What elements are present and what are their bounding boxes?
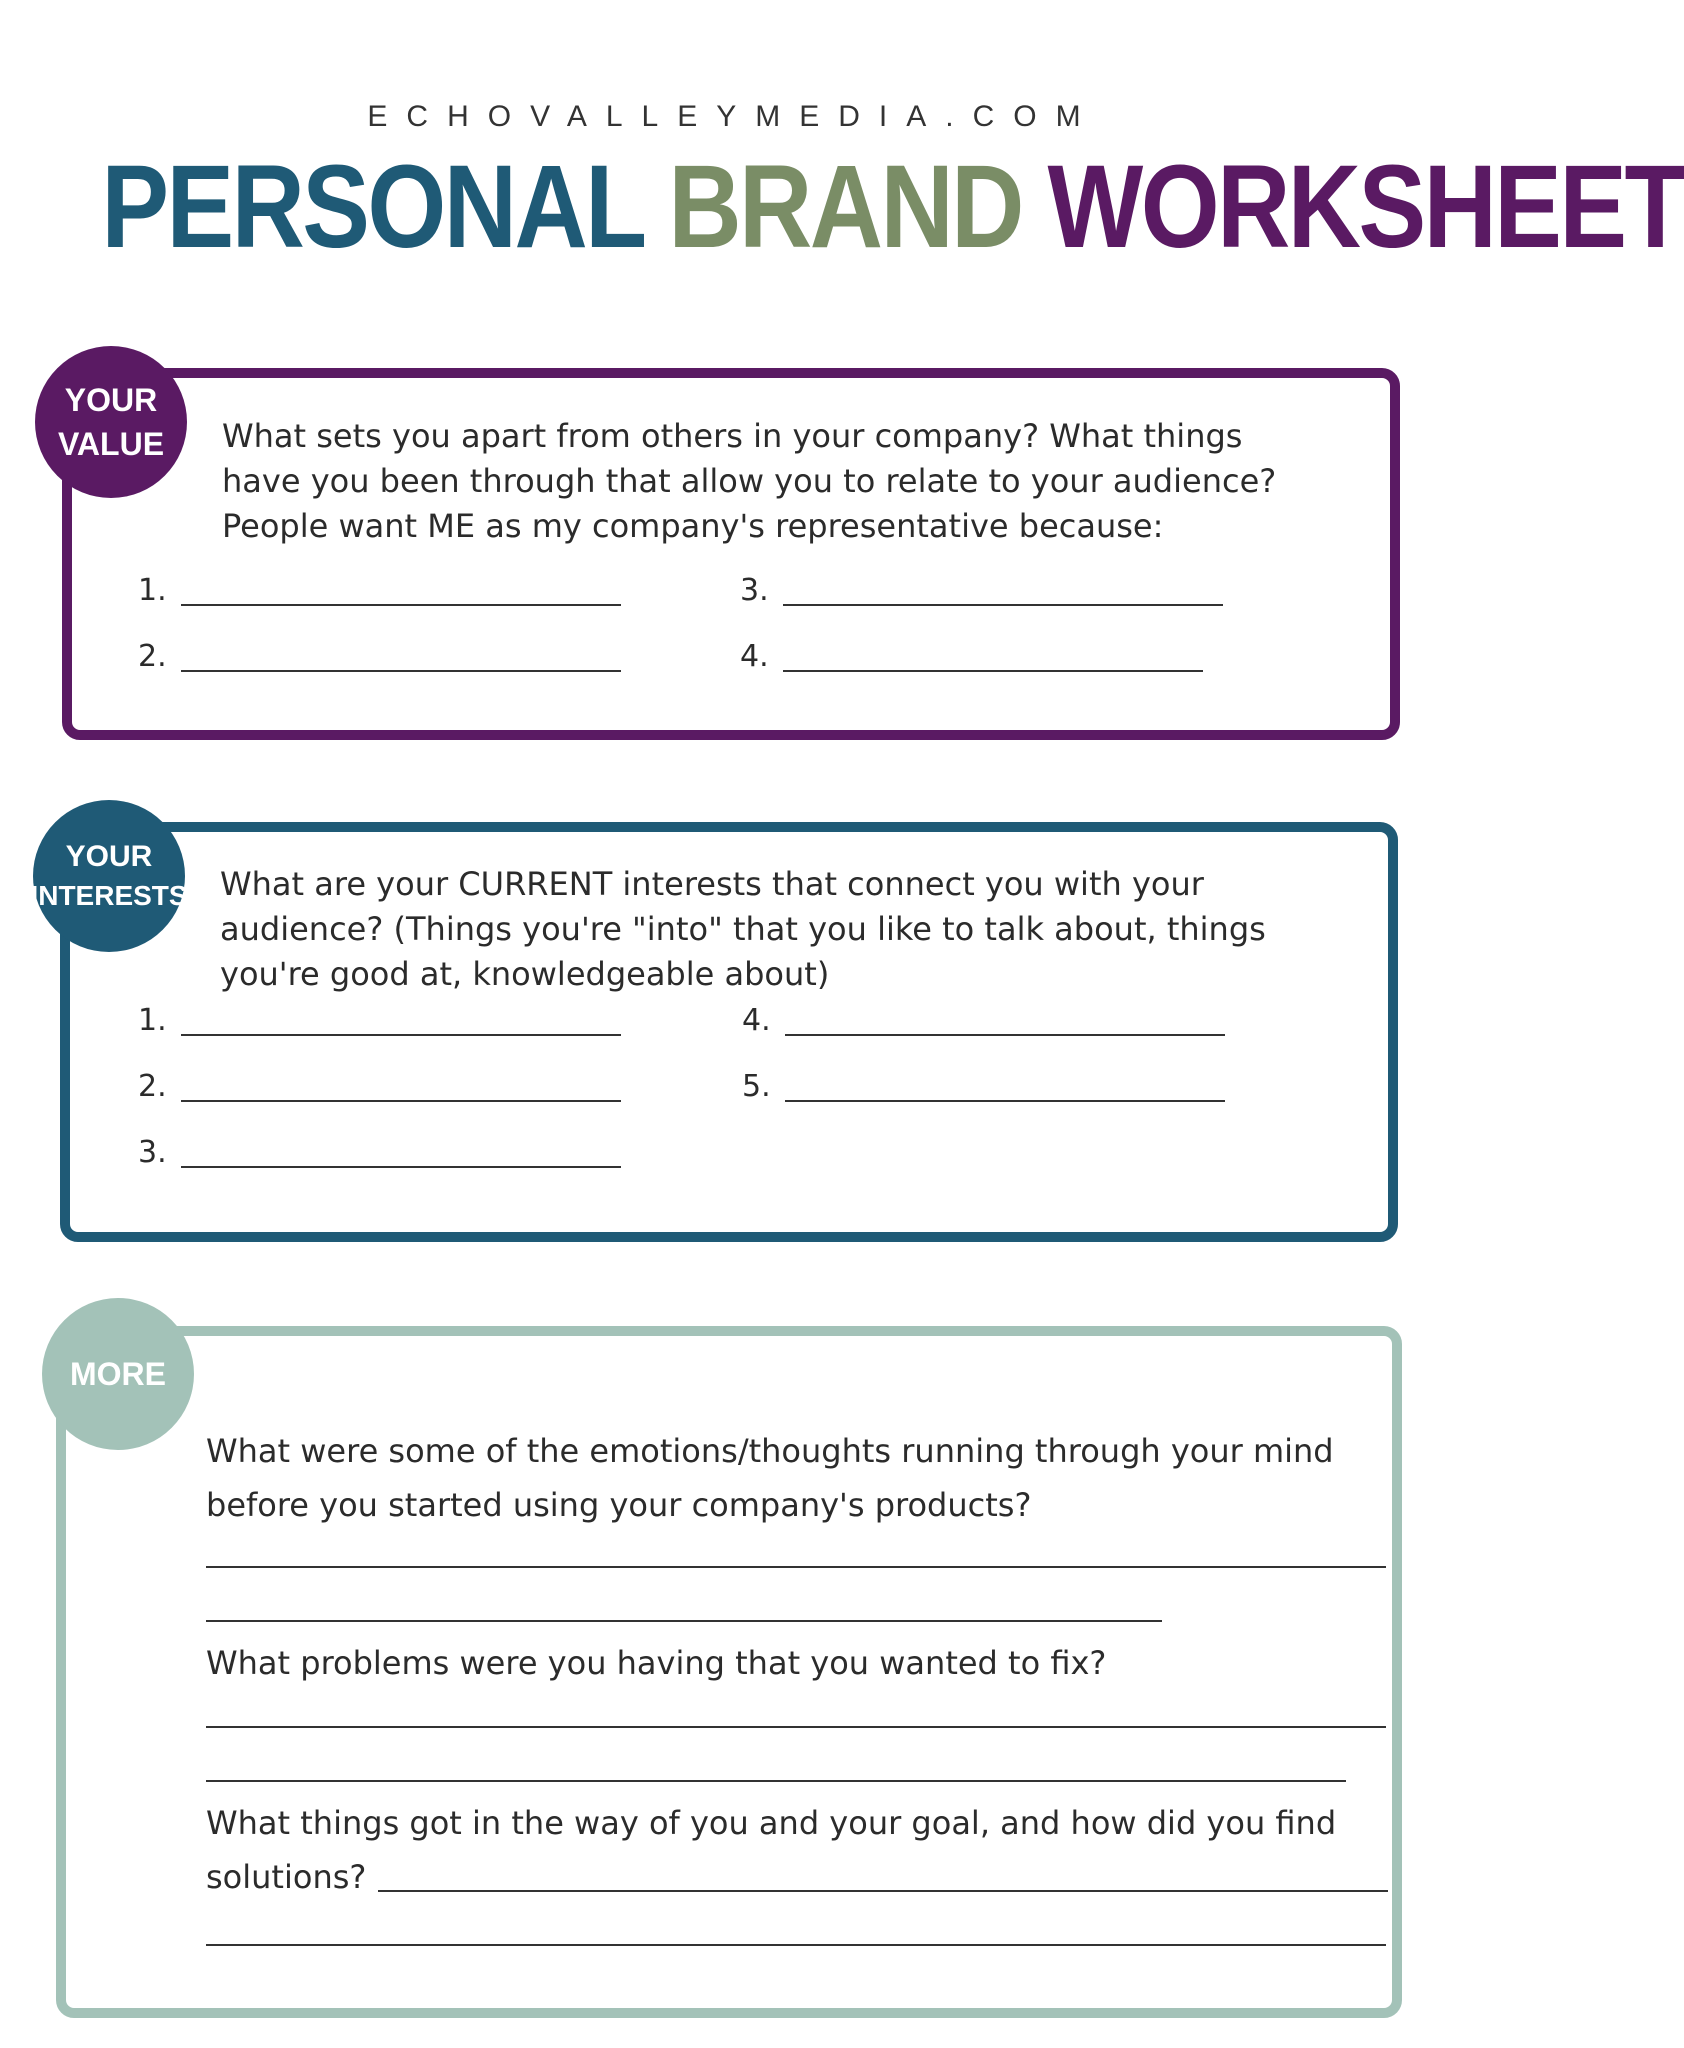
value-answer-2[interactable] (138, 639, 621, 674)
answer-line[interactable] (783, 604, 1223, 606)
answer-line[interactable] (785, 1034, 1225, 1036)
site-url: ECHOVALLEYMEDIA.COM (367, 100, 1100, 133)
more-answer-line-2b[interactable] (206, 1780, 1346, 1782)
value-item-number: 4. (740, 639, 769, 674)
more-question-3 (206, 1796, 1336, 1904)
value-item-number: 1. (138, 573, 167, 608)
more-question-3-line1: What things got in the way of you and your goal, and how did you find (206, 1804, 1337, 1842)
interests-badge (30, 800, 188, 952)
more-answer-line-2a[interactable] (206, 1726, 1386, 1728)
more-answer-line-1b[interactable] (206, 1620, 1162, 1622)
more-answer-line-3b[interactable] (206, 1944, 1386, 1946)
value-question-line3: People want ME as my company's representative because: (222, 507, 1164, 545)
interests-item-number: 5. (742, 1069, 771, 1104)
more-answer-line-3a[interactable] (378, 1890, 1388, 1892)
more-badge-label: MORE (70, 1355, 166, 1392)
value-question (222, 414, 1276, 549)
interests-item-number: 4. (742, 1003, 771, 1038)
interests-question-line1: What are your CURRENT interests that connect you with your (220, 865, 1204, 903)
more-badge (42, 1298, 194, 1450)
interests-question (220, 862, 1266, 997)
title-word-brand: BRAND (668, 141, 1022, 273)
more-question-1-line2: before you started using your company's products? (206, 1486, 1032, 1524)
value-badge-line2: VALUE (57, 426, 165, 462)
interests-question-line3: you're good at, knowledgeable about) (220, 955, 830, 993)
interests-badge-line1: YOUR (65, 839, 153, 873)
more-answer-line-1a[interactable] (206, 1566, 1386, 1568)
page-title (101, 141, 1684, 273)
value-answer-3[interactable] (740, 573, 1223, 608)
title-word-personal: PERSONAL (101, 141, 643, 273)
answer-line[interactable] (181, 1034, 621, 1036)
interests-question-line2: audience? (Things you're "into" that you like to talk about, things (220, 910, 1266, 948)
value-item-number: 2. (138, 639, 167, 674)
value-answer-1[interactable] (138, 573, 621, 608)
title-word-worksheet: WORKSHEET (1047, 141, 1684, 273)
interests-item-number: 1. (138, 1003, 167, 1038)
interests-item-number: 2. (138, 1069, 167, 1104)
value-question-line2: have you been through that allow you to relate to your audience? (222, 462, 1277, 500)
more-question-1-line1: What were some of the emotions/thoughts running through your mind (206, 1432, 1334, 1470)
more-question-3-line2: solutions? (206, 1858, 367, 1896)
answer-line[interactable] (783, 670, 1203, 672)
interests-badge-line2: INTERESTS (30, 880, 188, 912)
interests-answer-5[interactable] (742, 1069, 1225, 1104)
value-badge-line1: YOUR (64, 381, 158, 418)
interests-answer-2[interactable] (138, 1069, 621, 1104)
interests-answer-1[interactable] (138, 1003, 621, 1038)
value-item-number: 3. (740, 573, 769, 608)
value-badge (35, 346, 187, 498)
answer-line[interactable] (785, 1100, 1225, 1102)
interests-answer-4[interactable] (742, 1003, 1225, 1038)
answer-line[interactable] (181, 1100, 621, 1102)
answer-line[interactable] (181, 1166, 621, 1168)
more-question-2: What problems were you having that you wanted to fix? (206, 1644, 1107, 1682)
interests-item-number: 3. (138, 1135, 167, 1170)
interests-answer-3[interactable] (138, 1135, 621, 1170)
answer-line[interactable] (181, 670, 621, 672)
value-answer-4[interactable] (740, 639, 1203, 674)
value-question-line1: What sets you apart from others in your company? What things (222, 417, 1243, 455)
more-question-1 (206, 1424, 1334, 1532)
answer-line[interactable] (181, 604, 621, 606)
